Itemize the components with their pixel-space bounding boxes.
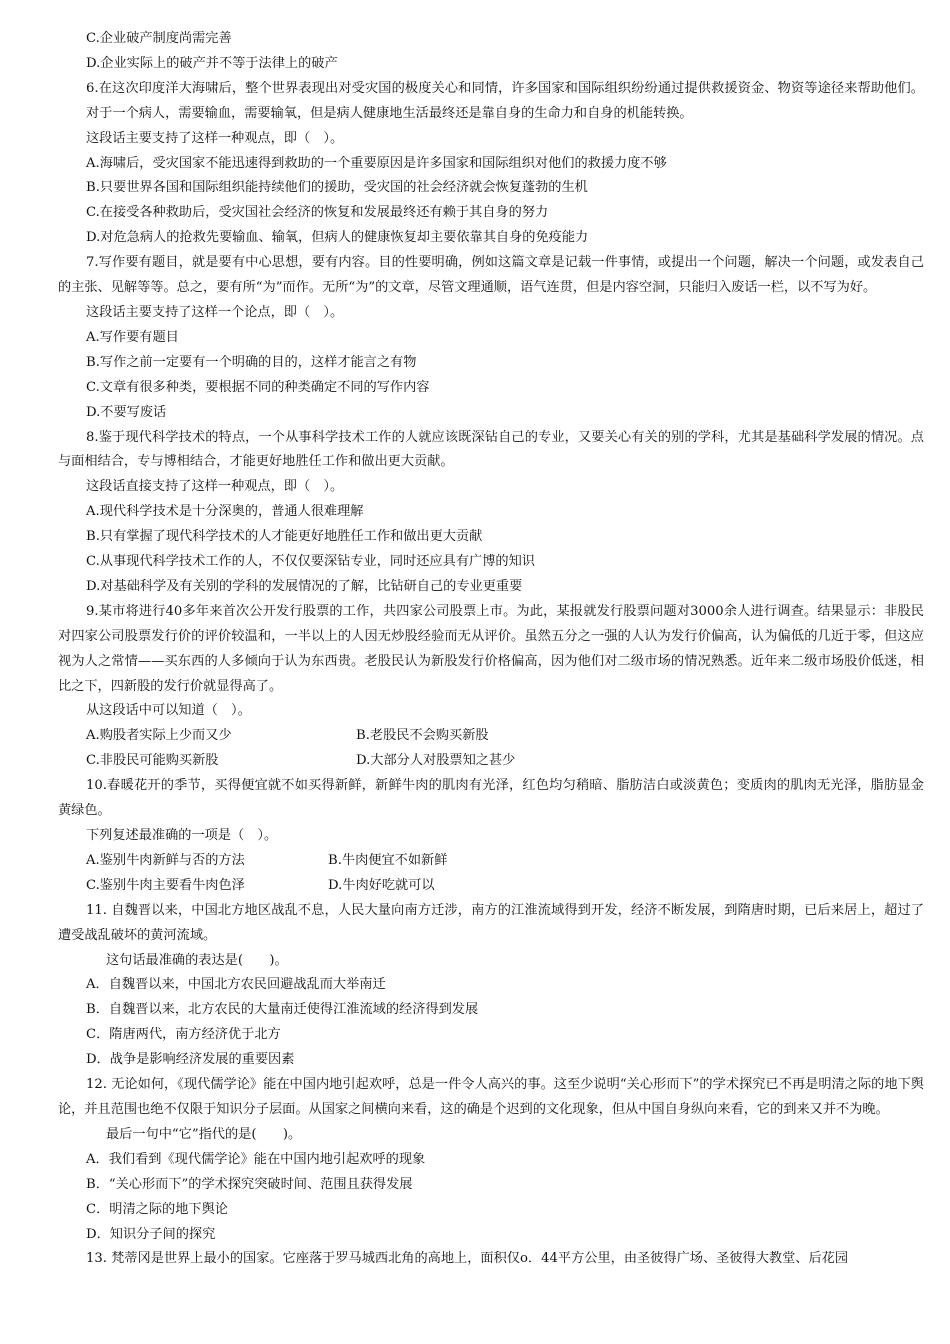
question-7-option-a: A.写作要有题目 <box>86 329 179 345</box>
question-10-option-b: B.牛肉便宜不如新鲜 <box>328 852 448 868</box>
document-page <box>58 27 924 1272</box>
question-7-option-b: B.写作之前一定要有一个明确的目的，这样才能言之有物 <box>86 354 417 370</box>
option-c: C.企业破产制度尚需完善 <box>86 31 232 46</box>
question-11-stem: 这句话最准确的表达是( )。 <box>106 952 288 968</box>
question-6-body: 6.在这次印度洋大海啸后，整个世界表现出对受灾国的极度关心和同情，许多国家和国际组织纷纷通过提供救援资金、物资等途径来帮助他们。对于一个病人，需要输血，需要输氧，但是病人健康地生活最终还是靠自身的生命力和自身的机能转换。 <box>86 80 924 121</box>
question-7-stem: 这段话主要支持了这样一个论点，即（ ）。 <box>86 304 344 320</box>
question-6-option-a: A.海啸后，受灾国家不能迅速得到救助的一个重要原因是许多国家和国际组织对他们的救援力度不够 <box>86 155 667 171</box>
question-10-option-c: C.鉴别牛肉主要看牛肉色泽 <box>86 877 245 893</box>
question-11-body: 11. 自魏晋以来，中国北方地区战乱不息，人民大量向南方迁涉，南方的江淮流域得到开发，经济不断发展，到隋唐时期，已后来居上，超过了遭受战乱破坏的黄河流域。 <box>58 902 924 943</box>
question-8-option-a: A.现代科学技术是十分深奥的，普通人很难理解 <box>86 504 364 520</box>
question-9-option-d: D.大部分人对股票知之甚少 <box>356 753 516 769</box>
question-8-body: 8.鉴于现代科学技术的特点，一个从事科学技术工作的人就应该既深钻自己的专业，又要关心有关的别的学科，尤其是基础科学发展的情况。点与面相结合，专与博相结合，才能更好地胜任工作和做出更大贡献。 <box>58 429 924 470</box>
question-12-body: 12. 无论如何，《现代儒学论》能在中国内地引起欢呼，总是一件令人高兴的事。这至少说明“关心形而下”的学术探究已不再是明清之际的地下舆论，并且范围也绝不仅限于知识分子层面。从国家之间横向来看，这的确是个迟到的文化现象，但从中国自身纵向来看，它的到来又并不为晚。 <box>58 1077 924 1117</box>
question-12-option-b: B．“关心形而下”的学术探究突破时间、范围且获得发展 <box>86 1176 413 1192</box>
question-10-stem: 下列复述最准确的一项是（ ）。 <box>86 828 278 843</box>
question-9-body: 9.某市将进行40多年来首次公开发行股票的工作，共四家公司股票上市。为此，某报就发行股票问题对3000余人进行调查。结果显示：非股民对四家公司股票发行价的评价较温和，一半以上的人因无炒股经验而无从评价。虽然五分之一强的人认为发行价偏高，认为偏低的几近于零，但这应视为人之常情——买东西的人多倾向于认为东西贵。老股民认为新股发行价格偏高，因为他们对二级市场的情况熟悉。近年来二级市场股价低迷，相比之下，四新股的发行价就显得高了。 <box>58 603 924 694</box>
question-10-options-row-2 <box>58 874 924 899</box>
question-7-option-c: C.文章有很多种类，要根据不同的种类确定不同的写作内容 <box>86 379 430 395</box>
question-11-option-a: A．自魏晋以来，中国北方农民回避战乱而大举南迁 <box>86 977 386 993</box>
question-7-body: 7.写作要有题目，就是要有中心思想，要有内容。目的性要明确，例如这篇文章是记载一件事情，或提出一个问题，解决一个问题，或发表自己的主张、见解等等。总之，要有所“为”而作。无所“为”的文章，尽管文理通顺，语气连贯，但是内容空洞，只能归入废话一栏，以不写为好。 <box>58 255 924 296</box>
question-6-option-c: C.在接受各种救助后，受灾国社会经济的恢复和发展最终还有赖于其自身的努力 <box>86 205 549 221</box>
question-10-option-a: A.鉴别牛肉新鲜与否的方法 <box>86 852 245 868</box>
question-9-stem: 从这段话中可以知道（ ）。 <box>86 703 251 719</box>
question-11-option-c: C．隋唐两代，南方经济优于北方 <box>86 1027 281 1043</box>
question-9-option-a: A.购股者实际上少而又少 <box>86 728 232 744</box>
question-13-text <box>58 1247 924 1272</box>
question-11-option-d: D．战争是影响经济发展的重要因素 <box>86 1052 295 1068</box>
question-8-option-c: C.从事现代科学技术工作的人，不仅仅要深钻专业，同时还应具有广博的知识 <box>86 554 535 570</box>
question-9-options-row-1 <box>58 724 924 749</box>
question-10-body: 10.春暖花开的季节，买得便宜就不如买得新鲜，新鲜牛肉的肌肉有光泽，红色均匀稍暗、脂肪洁白或淡黄色；变质肉的肌肉无光泽，脂肪显金黄绿色。 <box>58 778 924 819</box>
question-10-options-row-1 <box>58 849 924 874</box>
question-12-option-a: A．我们看到《现代儒学论》能在中国内地引起欢呼的现象 <box>86 1151 426 1167</box>
question-10-option-d: D.牛肉好吃就可以 <box>328 877 435 893</box>
question-6-text <box>58 77 924 127</box>
question-12-option-c: C．明清之际的地下舆论 <box>86 1201 228 1217</box>
question-8-option-d: D.对基础科学及有关别的学科的发展情况的了解，比钻研自己的专业更重要 <box>86 578 523 594</box>
question-11-option-b: B．自魏晋以来，北方农民的大量南迁使得江淮流域的经济得到发展 <box>86 1002 479 1018</box>
question-9-options-row-2 <box>58 749 924 774</box>
question-8-stem: 这段话直接支持了这样一种观点，即（ ）。 <box>86 479 344 495</box>
question-6-option-b: B.只要世界各国和国际组织能持续他们的援助，受灾国的社会经济就会恢复蓬勃的生机 <box>86 180 588 196</box>
question-6-option-d: D.对危急病人的抢救先要输血、输氧，但病人的健康恢复却主要依靠其自身的免疫能力 <box>86 230 589 246</box>
question-7-text <box>58 251 924 301</box>
question-11-text <box>58 899 924 949</box>
option-d: D.企业实际上的破产并不等于法律上的破产 <box>86 55 338 71</box>
question-7-option-d: D.不要写废话 <box>86 404 167 420</box>
question-6-stem: 这段话主要支持了这样一种观点，即（ ）。 <box>86 130 344 146</box>
question-8-text <box>58 426 924 476</box>
question-9-text <box>58 600 924 700</box>
question-13-body: 13. 梵蒂冈是世界上最小的国家。它座落于罗马城西北角的高地上，面积仅o．44平方公里，由圣彼得广场、圣彼得大教堂、后花园 <box>86 1251 849 1267</box>
question-12-text <box>58 1073 924 1123</box>
question-12-option-d: D．知识分子间的探究 <box>86 1226 216 1242</box>
question-8-option-b: B.只有掌握了现代科学技术的人才能更好地胜任工作和做出更大贡献 <box>86 529 483 545</box>
question-9-option-c: C.非股民可能购买新股 <box>86 753 219 769</box>
question-9-option-b: B.老股民不会购买新股 <box>356 728 489 744</box>
question-12-stem: 最后一句中“它”指代的是( )。 <box>106 1126 302 1142</box>
question-10-text <box>58 774 924 824</box>
